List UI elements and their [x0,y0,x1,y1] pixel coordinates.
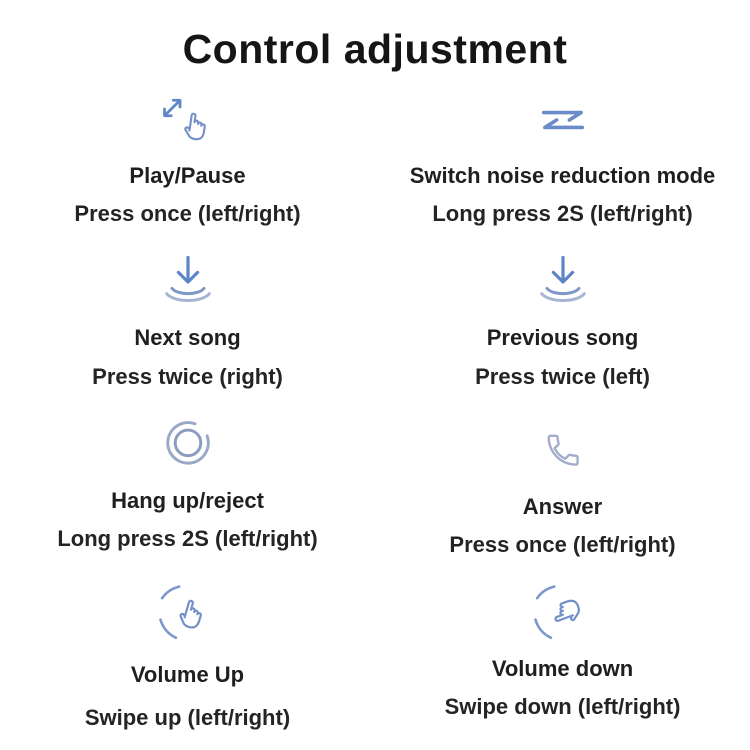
control-action: Press once (left/right) [74,201,301,227]
tap-expand-icon [156,87,220,153]
control-label: Answer [522,493,603,519]
control-label: Switch noise reduction mode [409,163,716,188]
control-label: Play/Pause [129,163,246,188]
control-label: Volume down [491,655,634,681]
switch-arrows-icon [531,87,595,153]
control-item-volume-up [0,572,375,745]
page-title: Control adjustment [182,26,568,72]
control-action: Swipe down (left/right) [444,694,681,720]
control-label: Volume Up [130,661,245,687]
control-action: Press twice (right) [92,363,283,389]
control-action: Long press 2S (left/right) [432,201,693,227]
control-item-answer [375,404,750,572]
long-press-circle-icon [156,412,220,478]
control-item-play-pause [0,79,375,241]
swipe-down-hand-icon [530,580,596,646]
press-down-icon [156,249,220,315]
control-item-next-song [0,241,375,403]
control-item-hang-up [0,404,375,572]
control-item-volume-down [375,572,750,745]
control-action: Long press 2S (left/right) [57,525,318,551]
control-item-previous-song [375,241,750,403]
phone-handset-icon [533,418,593,484]
control-action: Swipe up (left/right) [84,705,291,731]
control-action: Press twice (left) [475,363,650,389]
control-label: Previous song [486,325,639,351]
control-label: Next song [134,325,241,351]
control-item-switch-anc [375,79,750,241]
press-down-icon [531,249,595,315]
controls-grid [0,79,750,745]
control-label: Hang up/reject [111,487,264,513]
control-action: Press once (left/right) [449,531,676,557]
swipe-up-hand-icon [155,580,221,646]
